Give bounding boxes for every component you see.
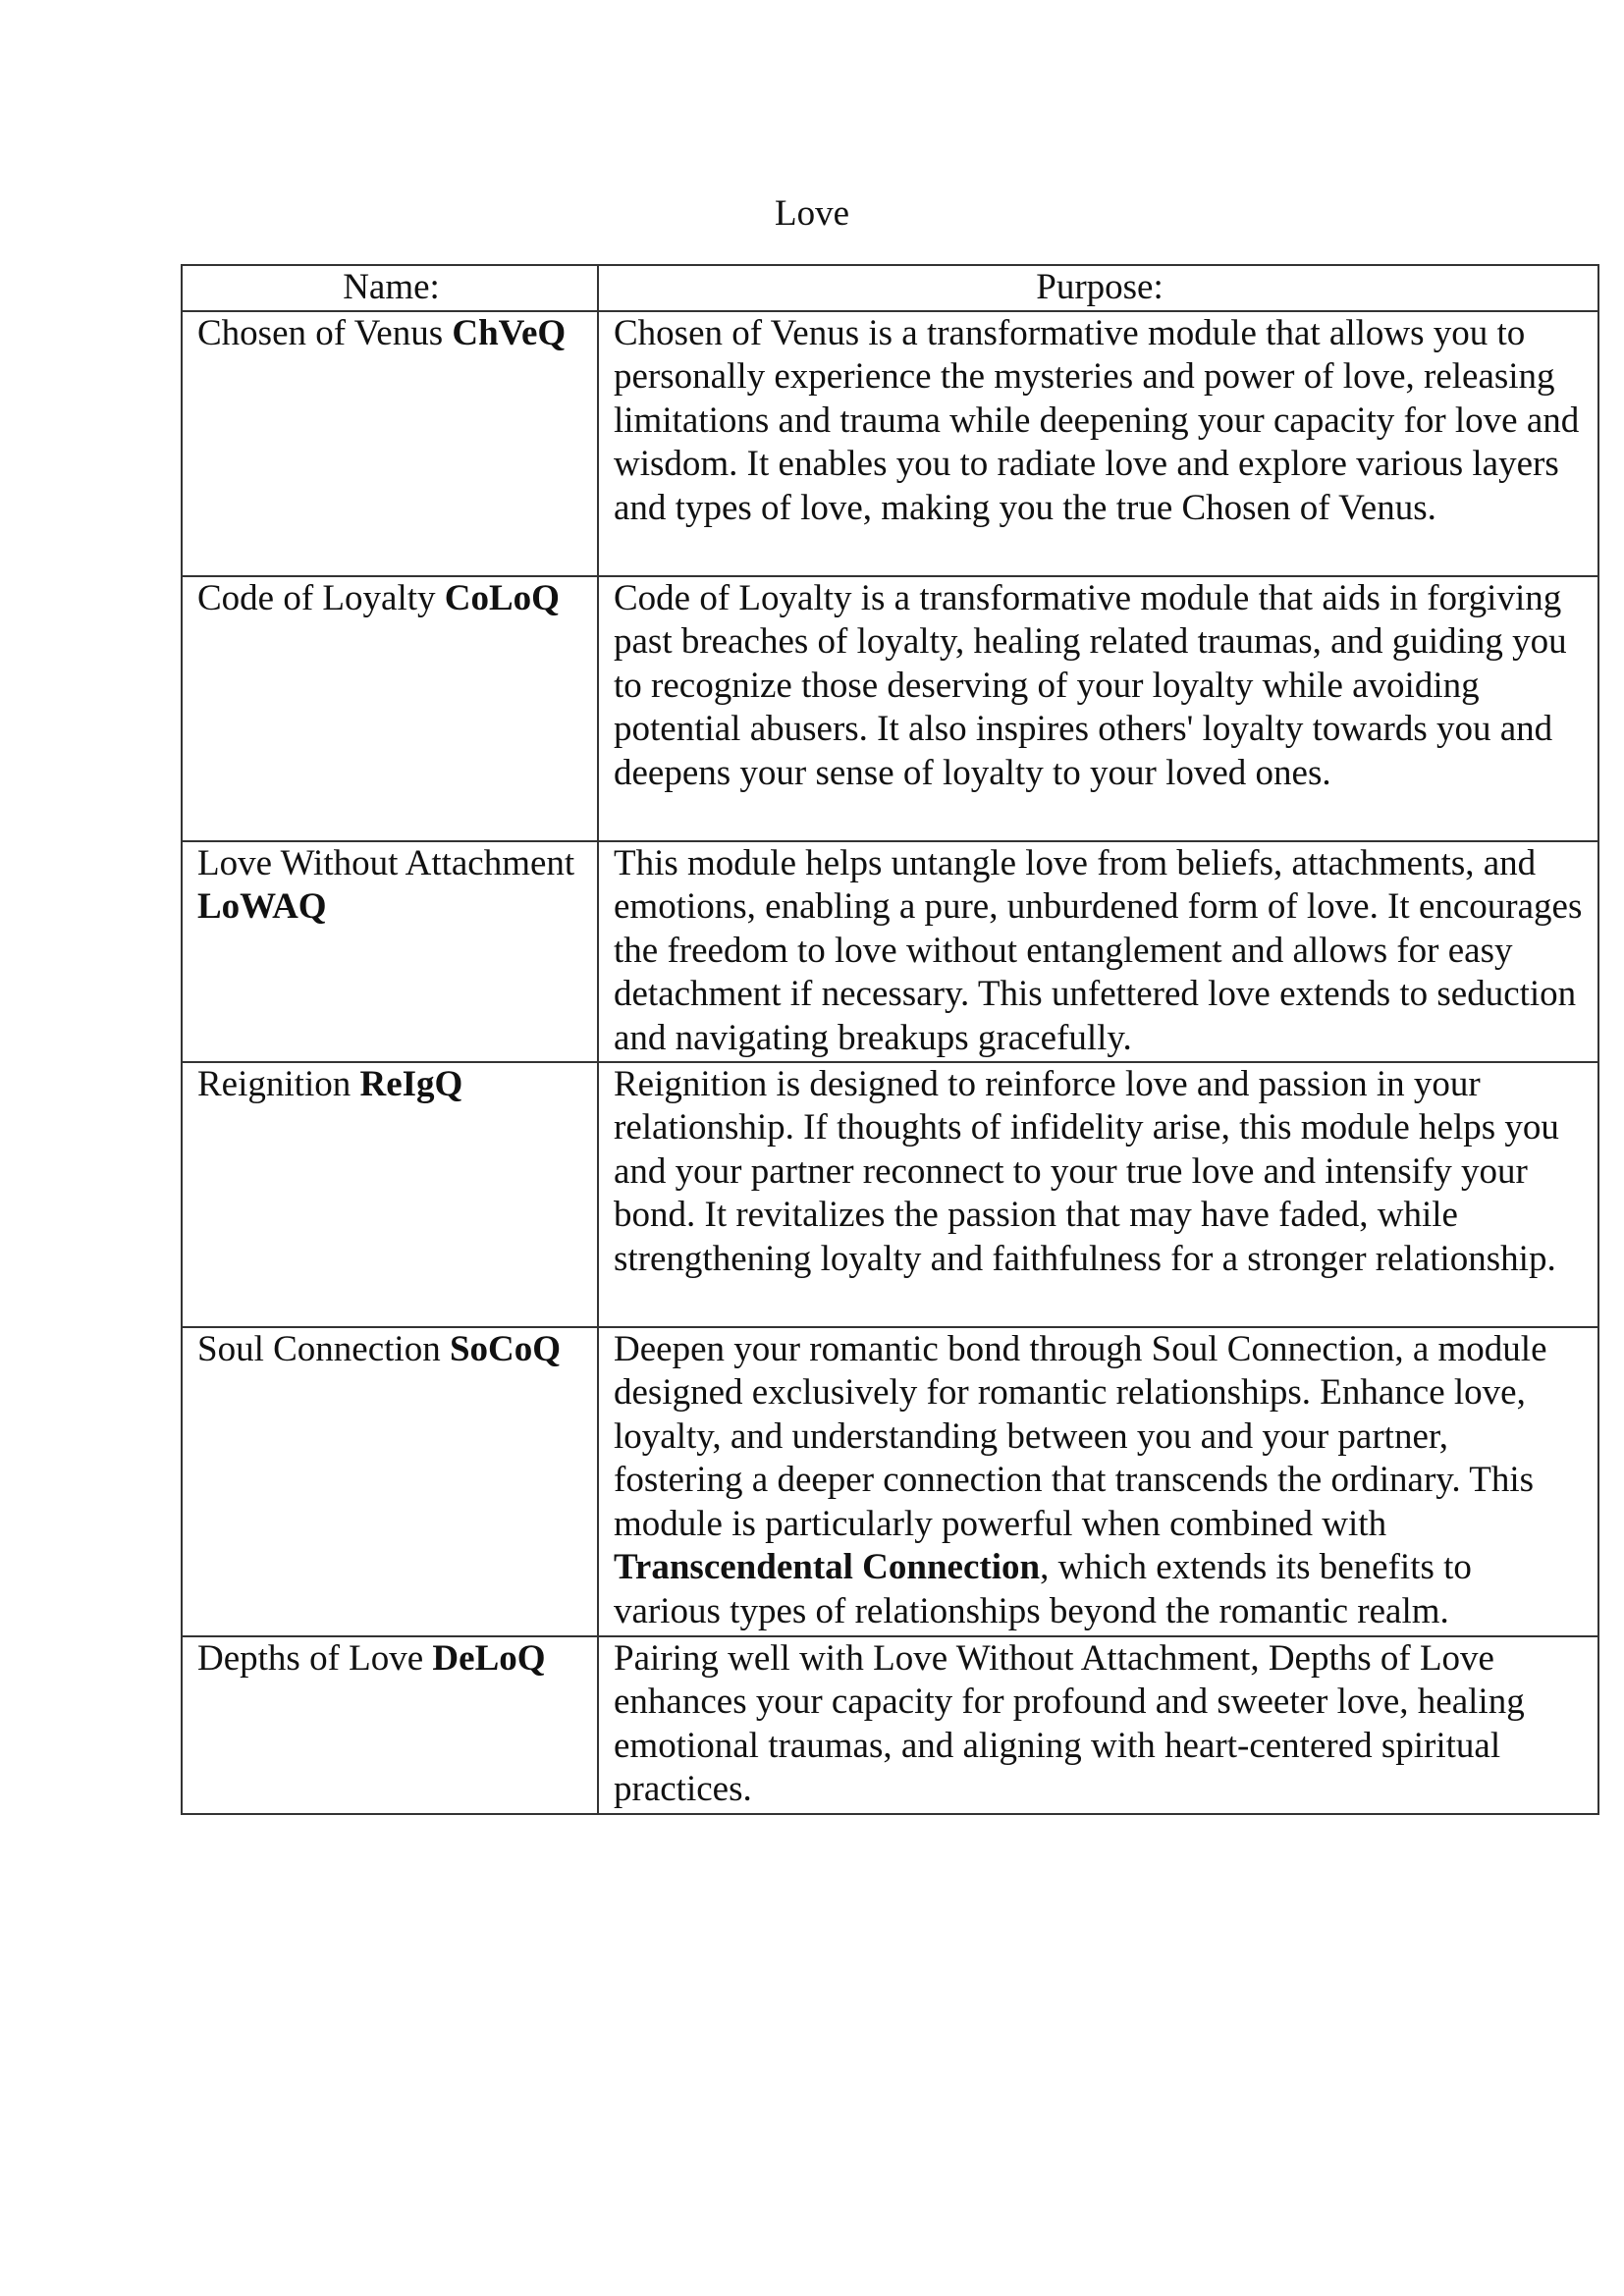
module-code: DeLoQ: [432, 1637, 546, 1679]
header-name: Name:: [182, 265, 598, 311]
module-name-cell: [182, 1327, 598, 1636]
table-row: [182, 1636, 1598, 1814]
module-name: Depths of Love: [197, 1637, 424, 1679]
module-purpose: Pairing well with Love Without Attachment, Depths of Love enhances your capacity for profound and sweeter love, healing emotional traumas, and aligning with heart-centered spiritual practices.: [614, 1637, 1525, 1809]
module-code: LoWAQ: [197, 886, 327, 927]
table-body: [182, 311, 1598, 1814]
table-row: [182, 576, 1598, 841]
module-name-cell: [182, 1062, 598, 1327]
module-purpose-cell: [598, 311, 1598, 576]
module-purpose: Code of Loyalty is a transformative module that aids in forgiving past breaches of loyalty, healing related traumas, and guiding you to recognize those deserving of your loyalty while avoiding potential abusers. It also inspires others' loyalty towards you and deepens your sense of loyalty to your loved ones.: [614, 577, 1567, 793]
modules-table: [181, 264, 1599, 1815]
module-name-cell: [182, 1636, 598, 1814]
module-name: Love Without Attachment: [197, 842, 575, 883]
module-purpose: Chosen of Venus is a transformative module that allows you to personally experience the mysteries and power of love, releasing limitations and trauma while deepening your capacity for love and wisdom. It enables you to radiate love and explore various layers and types of love, making you the true Chosen of Venus.: [614, 312, 1580, 528]
module-purpose: This module helps untangle love from beliefs, attachments, and emotions, enabling a pure, unburdened form of love. It encourages the freedom to love without entanglement and allows for easy detachment if necessary. This unfettered love extends to seduction and navigating breakups gracefully.: [614, 842, 1583, 1058]
table-header: [182, 265, 1598, 311]
module-purpose: Reignition is designed to reinforce love and passion in your relationship. If thoughts of infidelity arise, this module helps you and your partner reconnect to your true love and intensify your bond. It revitalizes the passion that may have faded, while strengthening loyalty and faithfulness for a stronger relationship.: [614, 1063, 1559, 1279]
module-name: Reignition: [197, 1063, 352, 1104]
module-purpose-cell: [598, 576, 1598, 841]
module-purpose-cell: [598, 1062, 1598, 1327]
module-purpose-cell: [598, 1636, 1598, 1814]
module-name-cell: [182, 841, 598, 1062]
table-row: [182, 841, 1598, 1062]
module-name-cell: [182, 576, 598, 841]
header-row: [182, 265, 1598, 311]
module-code: ReIgQ: [359, 1063, 463, 1104]
module-code: ChVeQ: [452, 312, 567, 353]
module-purpose-after: , which extends its benefits to various types of relationships beyond the romantic realm.: [614, 1547, 1472, 1631]
module-code: CoLoQ: [444, 577, 560, 618]
module-name-cell: [182, 311, 598, 576]
module-name: Soul Connection: [197, 1328, 441, 1369]
module-purpose-before: Deepen your romantic bond through Soul Connection, a module designed exclusively for romantic relationships. Enhance love, loyalty, and understanding between you and your partner, fostering a deeper connection that transcends the ordinary. This module is particularly powerful when combined with: [614, 1328, 1547, 1544]
module-purpose-cell: [598, 841, 1598, 1062]
module-reference: Transcendental Connection: [614, 1547, 1041, 1587]
table-row: [182, 1062, 1598, 1327]
module-code: SoCoQ: [449, 1328, 562, 1369]
table-row: [182, 1327, 1598, 1636]
table-row: [182, 311, 1598, 576]
header-purpose: Purpose:: [598, 265, 1598, 311]
page-title: Love: [774, 193, 850, 234]
module-name: Chosen of Venus: [197, 312, 444, 353]
module-purpose-cell: [598, 1327, 1598, 1636]
module-name: Code of Loyalty: [197, 577, 436, 618]
